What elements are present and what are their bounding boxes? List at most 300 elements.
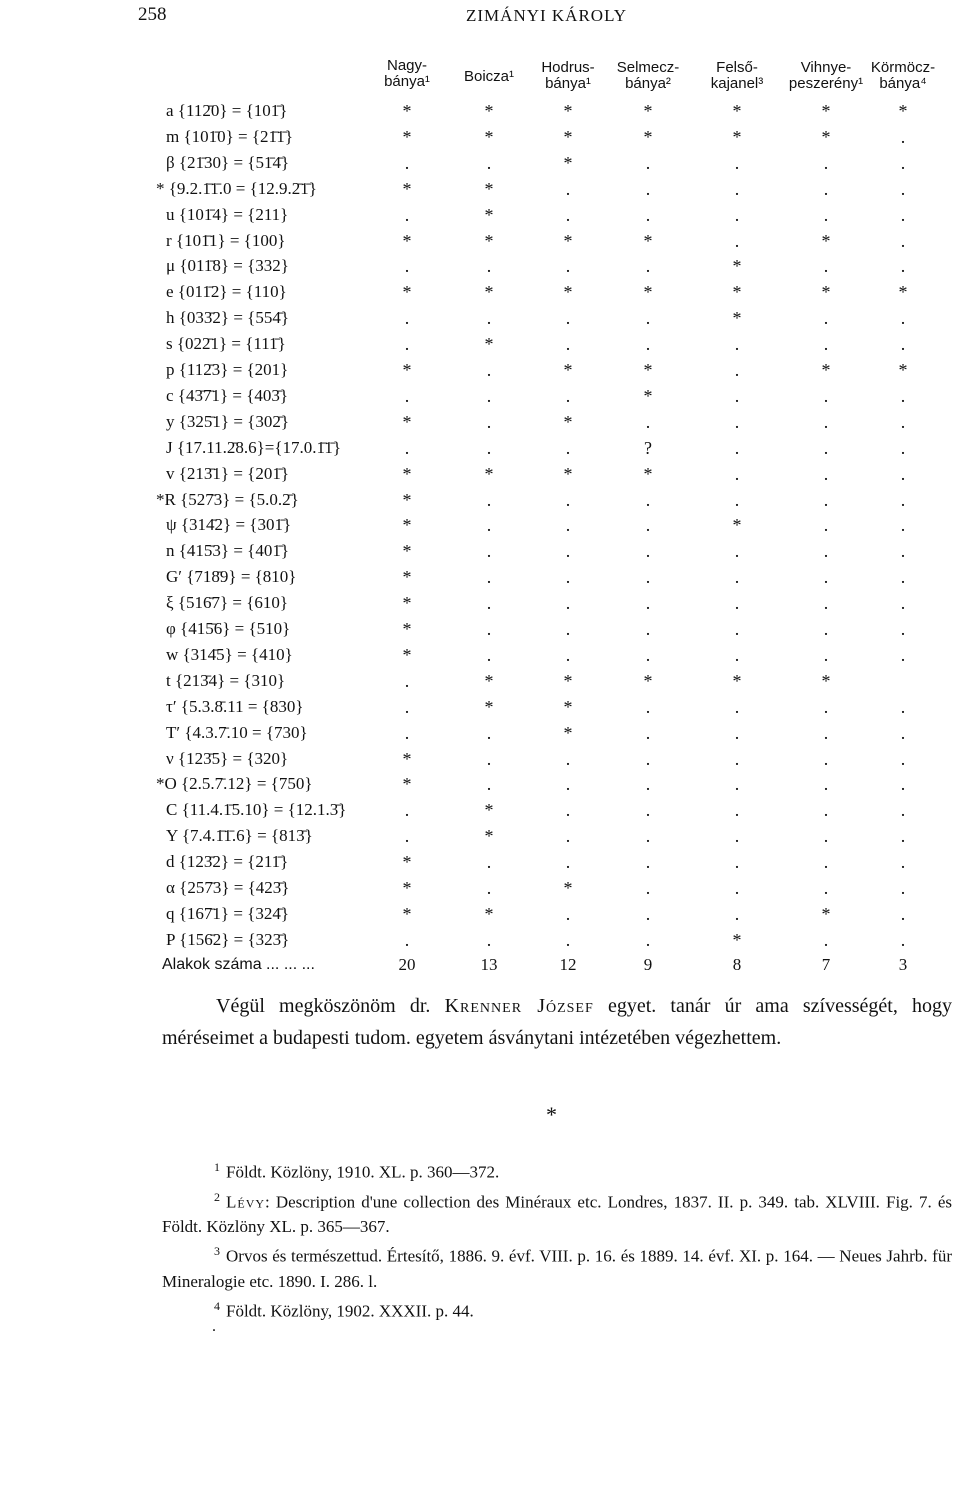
table-row — [0, 98, 960, 124]
column-header-line2: bánya¹ — [384, 73, 430, 90]
table-cell: . — [900, 619, 906, 639]
table-cell: . — [900, 826, 906, 846]
table-cell: . — [486, 930, 492, 950]
table-cell: * — [402, 541, 412, 561]
table-row — [0, 176, 960, 202]
table-cell: . — [565, 800, 571, 820]
table-cell: . — [900, 774, 906, 794]
table-cell: * — [484, 671, 494, 691]
form-label: φ {415̄6} = {510} — [166, 619, 291, 638]
table-cell: . — [900, 567, 906, 587]
table-cell: . — [645, 179, 651, 199]
table-cell: . — [734, 231, 740, 251]
table-cell: * — [402, 360, 412, 380]
table-cell: * — [563, 723, 573, 743]
table-row — [0, 642, 960, 668]
table-cell: * — [563, 231, 573, 251]
table-cell: * — [732, 515, 742, 535]
table-row — [0, 357, 960, 383]
table-row — [0, 771, 960, 797]
form-label: n {415̄3} = {401̄} — [166, 541, 289, 560]
table-cell: . — [734, 774, 740, 794]
table-cell: . — [823, 205, 829, 225]
table-cell: * — [563, 127, 573, 147]
table-cell: . — [645, 904, 651, 924]
form-label: m {101̄0} = {21̄1̄} — [166, 127, 294, 146]
form-label: r {101̄1} = {100} — [166, 231, 286, 250]
table-row — [0, 487, 960, 513]
table-cell: . — [734, 826, 740, 846]
table-cell: . — [486, 774, 492, 794]
table-row — [0, 668, 960, 694]
table-cell: . — [734, 749, 740, 769]
table-cell: . — [823, 852, 829, 872]
table-cell: . — [565, 749, 571, 769]
table-row — [0, 435, 960, 461]
table-cell: * — [732, 127, 742, 147]
table-cell: * — [484, 826, 494, 846]
table-row — [0, 797, 960, 823]
table-cell: . — [734, 179, 740, 199]
table-cell: . — [900, 593, 906, 613]
footnote-text: Földt. Közlöny, 1910. XL. p. 360—372. — [226, 1162, 500, 1182]
table-cell: * — [732, 671, 742, 691]
table-cell: * — [484, 282, 494, 302]
table-cell: . — [900, 438, 906, 458]
table-cell: . — [900, 256, 906, 276]
table-cell: . — [565, 308, 571, 328]
table-cell: * — [563, 282, 573, 302]
column-header-line2: kajanel³ — [710, 75, 764, 92]
table-cell: * — [821, 904, 831, 924]
column-header-line1: Vihnye- — [800, 59, 852, 76]
table-row — [0, 616, 960, 642]
form-label: *O {2.5.7̄.12} = {750} — [156, 774, 313, 793]
form-label: s {022̄1} = {111̄} — [166, 334, 286, 353]
table-cell: . — [565, 256, 571, 276]
count-value: 13 — [480, 955, 498, 974]
column-header-line1: Körmöcz- — [870, 59, 936, 76]
footnote-number: 2 — [214, 1189, 220, 1204]
table-cell: * — [732, 101, 742, 121]
table-cell: . — [823, 386, 829, 406]
column-header-line1: Hodrus- — [541, 59, 595, 76]
table-cell: . — [900, 127, 906, 147]
table-cell: * — [484, 904, 494, 924]
table-cell: . — [486, 567, 492, 587]
table-cell: * — [402, 101, 412, 121]
table-row — [0, 409, 960, 435]
table-cell: . — [404, 671, 410, 691]
table-cell: . — [486, 412, 492, 432]
table-cell: . — [486, 256, 492, 276]
form-label: ψ {314̄2} = {301̄} — [166, 515, 292, 534]
table-cell: . — [823, 541, 829, 561]
form-label: P {156̄2} = {323̄} — [166, 930, 290, 949]
table-cell: . — [645, 567, 651, 587]
table-cell: * — [484, 101, 494, 121]
table-row — [0, 590, 960, 616]
table-cell: * — [821, 231, 831, 251]
table-cell: . — [734, 645, 740, 665]
table-cell: * — [402, 179, 412, 199]
footnote — [162, 1294, 952, 1324]
table-cell: . — [486, 386, 492, 406]
table-cell: * — [402, 282, 412, 302]
form-label: h {033̄2} = {554̄} — [166, 308, 289, 327]
table-cell: . — [823, 826, 829, 846]
footnote-text: : Description d'une collection des Minéraux etc. Londres, 1837. II. p. 349. tab. XLVIII. Fig. 7. és Földt. Közlöny XL. p. 365—367. — [162, 1192, 952, 1237]
table-cell: . — [734, 334, 740, 354]
table-cell: . — [823, 930, 829, 950]
table-cell: * — [732, 308, 742, 328]
table-cell: . — [645, 256, 651, 276]
table-cell: . — [486, 153, 492, 173]
footnote — [162, 1185, 952, 1240]
table-cell: * — [402, 515, 412, 535]
table-cell: . — [404, 386, 410, 406]
form-label: G′ {718̄9} = {810} — [166, 567, 297, 586]
form-label: ξ {516̄7} = {610} — [166, 593, 289, 612]
table-cell: * — [402, 490, 412, 510]
table-cell: . — [734, 464, 740, 484]
table-cell: . — [823, 774, 829, 794]
table-cell: * — [402, 231, 412, 251]
table-cell: . — [734, 360, 740, 380]
table-cell: . — [486, 490, 492, 510]
table-cell: . — [900, 179, 906, 199]
table-cell: * — [484, 464, 494, 484]
page-number: 258 — [138, 4, 167, 25]
table-cell: * — [821, 282, 831, 302]
form-label: α {257̄3} = {423̄} — [166, 878, 290, 897]
table-cell: * — [821, 360, 831, 380]
table-cell: . — [565, 852, 571, 872]
table-row — [0, 564, 960, 590]
table-cell: . — [734, 723, 740, 743]
table-cell: . — [645, 153, 651, 173]
form-label: * {9.2.1̄1̄.0 = {12.9.2̄1̄} — [156, 179, 317, 198]
column-header-line2: bánya⁴ — [879, 75, 927, 92]
table-cell: * — [563, 671, 573, 691]
footnote — [162, 1155, 952, 1185]
table-cell: . — [734, 386, 740, 406]
table-cell: . — [565, 541, 571, 561]
table-cell: . — [823, 153, 829, 173]
form-label: a {112̄0} = {101̄} — [166, 101, 288, 120]
table-cell: . — [486, 308, 492, 328]
table-cell: * — [402, 852, 412, 872]
table-cell: * — [732, 282, 742, 302]
table-cell: . — [645, 723, 651, 743]
form-label: u {101̄4} = {211} — [166, 205, 289, 224]
table-cell: * — [643, 127, 653, 147]
table-cell: . — [645, 619, 651, 639]
table-cell: . — [645, 205, 651, 225]
table-cell: . — [486, 515, 492, 535]
table-cell: * — [402, 412, 412, 432]
table-cell: . — [565, 490, 571, 510]
table-cell: . — [823, 800, 829, 820]
table-cell: . — [565, 645, 571, 665]
table-row — [0, 927, 960, 953]
table-cell: . — [900, 904, 906, 924]
table-cell: . — [565, 334, 571, 354]
table-row — [0, 124, 960, 150]
footnote-number: 1 — [214, 1160, 220, 1174]
closing-paragraph — [162, 990, 952, 1054]
table-cell: * — [563, 697, 573, 717]
table-cell: * — [643, 671, 653, 691]
table-cell: . — [823, 593, 829, 613]
form-label: v {213̄1} = {201̄} — [166, 464, 289, 483]
table-row — [0, 253, 960, 279]
table-row — [0, 279, 960, 305]
table-cell: . — [645, 774, 651, 794]
table-row — [0, 875, 960, 901]
form-label: p {112̄3} = {201} — [166, 360, 289, 379]
table-cell: . — [565, 179, 571, 199]
table-cell: * — [898, 282, 908, 302]
table-cell: * — [402, 749, 412, 769]
table-cell: . — [823, 567, 829, 587]
table-cell: . — [900, 515, 906, 535]
table-cell: * — [402, 774, 412, 794]
table-cell: . — [645, 412, 651, 432]
stray-dot: . — [212, 1318, 216, 1335]
table-cell: . — [565, 386, 571, 406]
table-cell: * — [821, 671, 831, 691]
table-cell: * — [563, 412, 573, 432]
table-cell: . — [565, 826, 571, 846]
form-label: *R {527̄3} = {5.0.2̄} — [156, 490, 299, 509]
form-label: μ {011̄8} = {332} — [166, 256, 289, 275]
table-cell: . — [900, 930, 906, 950]
count-value: 12 — [559, 955, 577, 974]
count-label: Alakok száma ... ... ... — [162, 956, 315, 973]
table-cell: * — [402, 127, 412, 147]
table-cell: . — [734, 205, 740, 225]
count-value: 9 — [643, 955, 653, 974]
table-cell: . — [645, 490, 651, 510]
table-cell: * — [643, 282, 653, 302]
form-label: β {21̄30} = {51̄4̄} — [166, 153, 290, 172]
table-cell: . — [645, 515, 651, 535]
table-cell: * — [563, 153, 573, 173]
column-header-line2: peszerény¹ — [788, 75, 864, 92]
column-header-line1: Nagy- — [386, 57, 427, 74]
table-cell: . — [900, 386, 906, 406]
table-cell: . — [486, 593, 492, 613]
table-cell: . — [404, 930, 410, 950]
column-header-line2: bánya¹ — [545, 75, 591, 92]
table-cell: . — [734, 567, 740, 587]
table-row — [0, 746, 960, 772]
table-cell: * — [643, 386, 653, 406]
form-label: ν {123̄5} = {320} — [166, 749, 289, 768]
table-cell: . — [900, 308, 906, 328]
table-cell: . — [565, 567, 571, 587]
table-cell: . — [734, 800, 740, 820]
table-cell: . — [823, 749, 829, 769]
form-label: Y {7.4.1̄1̄.6} = {813̄} — [166, 826, 313, 845]
table-cell: * — [732, 256, 742, 276]
count-value: 7 — [821, 955, 831, 974]
table-cell: . — [404, 723, 410, 743]
count-value: 20 — [398, 955, 416, 974]
table-row — [0, 202, 960, 228]
table-cell: . — [900, 231, 906, 251]
table-row — [0, 538, 960, 564]
form-label: C {11.4.1̄5.10} = {12.1.3̄} — [166, 800, 347, 819]
table-cell: . — [823, 490, 829, 510]
table-cell: * — [643, 360, 653, 380]
table-cell: . — [645, 541, 651, 561]
table-cell: . — [486, 852, 492, 872]
footnote — [162, 1239, 952, 1294]
table-cell: . — [645, 697, 651, 717]
table-cell: . — [734, 438, 740, 458]
asterism: * — [546, 1102, 557, 1127]
running-head: ZIMÁNYI KÁROLY — [466, 6, 628, 25]
table-row — [0, 305, 960, 331]
table-row — [0, 512, 960, 538]
table-cell: . — [404, 334, 410, 354]
table-cell: . — [900, 723, 906, 743]
table-cell: . — [404, 256, 410, 276]
table-cell: . — [565, 930, 571, 950]
table-cell: * — [484, 800, 494, 820]
table-cell: . — [565, 205, 571, 225]
table-row — [0, 823, 960, 849]
table-cell: . — [645, 930, 651, 950]
table-cell: . — [404, 826, 410, 846]
table-cell: . — [734, 490, 740, 510]
footnote-number: 3 — [214, 1244, 220, 1259]
table-cell: . — [734, 878, 740, 898]
table-cell: . — [565, 515, 571, 535]
table-cell: . — [734, 852, 740, 872]
table-cell: . — [823, 256, 829, 276]
table-cell: . — [734, 412, 740, 432]
table-cell: * — [821, 127, 831, 147]
form-label: y {325̄1} = {302̄} — [166, 412, 289, 431]
paragraph-text-rest: egyet. tanár úr ama szívességét, hogy méréseimet a budapesti tudom. egyetem ásványtani intézetében végezhettem. — [162, 995, 953, 1049]
table-cell: . — [734, 697, 740, 717]
table-cell: . — [900, 334, 906, 354]
table-cell: . — [823, 723, 829, 743]
table-cell: . — [900, 153, 906, 173]
table-cell: . — [900, 541, 906, 561]
table-row — [0, 461, 960, 487]
table-cell: * — [402, 567, 412, 587]
table-cell: * — [402, 593, 412, 613]
table-cell: . — [823, 645, 829, 665]
table-cell: . — [823, 412, 829, 432]
table-row — [0, 694, 960, 720]
table-cell: . — [486, 645, 492, 665]
table-cell: . — [734, 153, 740, 173]
table-cell: . — [565, 774, 571, 794]
table-cell: * — [563, 101, 573, 121]
table-cell: . — [486, 749, 492, 769]
table-cell: . — [486, 360, 492, 380]
table-cell: . — [565, 904, 571, 924]
table-cell: . — [404, 205, 410, 225]
table-cell: . — [565, 438, 571, 458]
table-cell: . — [645, 593, 651, 613]
footnotes — [162, 1155, 952, 1324]
table-cell: . — [486, 723, 492, 743]
count-row — [0, 953, 960, 977]
table-cell: * — [484, 127, 494, 147]
table-cell: * — [563, 464, 573, 484]
column-header-line1: Boicza¹ — [463, 68, 515, 85]
table-cell: * — [484, 231, 494, 251]
table-cell: * — [402, 878, 412, 898]
table-cell: . — [404, 308, 410, 328]
table-cell: * — [898, 360, 908, 380]
table-cell: . — [645, 852, 651, 872]
table-cell: . — [823, 334, 829, 354]
table-cell: * — [484, 334, 494, 354]
table-cell: . — [823, 619, 829, 639]
form-label: c {43̄7̄1} = {403̄} — [166, 386, 289, 405]
table-cell: * — [402, 904, 412, 924]
table-cell: . — [900, 749, 906, 769]
column-header-line2: bánya² — [625, 75, 671, 92]
table-cell: . — [823, 878, 829, 898]
table-cell: . — [900, 800, 906, 820]
footnote-text: Orvos és természettud. Értesítő, 1886. 9. évf. VIII. p. 16. és 1889. 14. évf. XI. p. 164. — Neues Jahrb. für Mineralogie etc. 1890. I. 286. l. — [162, 1246, 952, 1291]
table-cell: . — [734, 593, 740, 613]
table-cell: * — [643, 231, 653, 251]
table-row — [0, 901, 960, 927]
column-header-line1: Selmecz- — [616, 59, 680, 76]
table-cell: ? — [644, 438, 652, 458]
table-cell: . — [645, 308, 651, 328]
form-label: d {123̄2} = {211̄} — [166, 852, 289, 871]
table-row — [0, 150, 960, 176]
footnote-number: 4 — [214, 1298, 220, 1313]
count-value: 3 — [898, 955, 908, 974]
table-cell: . — [734, 904, 740, 924]
table-row — [0, 383, 960, 409]
column-header-line1: Felső- — [716, 59, 758, 76]
table-cell: . — [900, 697, 906, 717]
table-cell: . — [900, 205, 906, 225]
table-cell: * — [402, 645, 412, 665]
table-cell: * — [732, 930, 742, 950]
table-cell: . — [404, 697, 410, 717]
table-cell: * — [484, 697, 494, 717]
table-cell: . — [486, 619, 492, 639]
table-cell: . — [404, 800, 410, 820]
table-row — [0, 720, 960, 746]
table-cell: * — [643, 464, 653, 484]
paragraph-text-start: Végül megköszönöm dr. — [216, 995, 431, 1017]
table-cell: . — [823, 464, 829, 484]
table-cell: . — [645, 749, 651, 769]
form-label: T′ {4.3.7̄.10 = {730} — [166, 723, 308, 742]
table-cell: . — [823, 438, 829, 458]
person-name: Krenner József — [444, 995, 594, 1017]
table-row — [0, 228, 960, 254]
table-cell: . — [734, 541, 740, 561]
table-cell: . — [486, 878, 492, 898]
table-cell: . — [404, 438, 410, 458]
table-cell: * — [563, 360, 573, 380]
